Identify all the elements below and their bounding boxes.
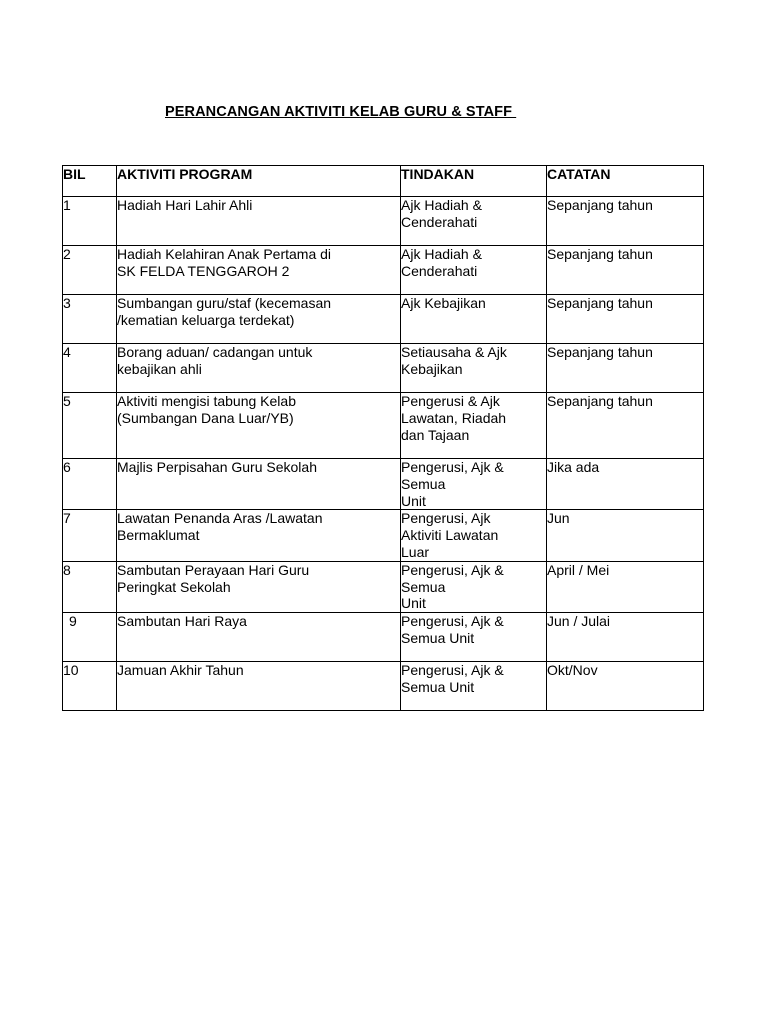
table-row bbox=[63, 295, 704, 344]
table-row bbox=[63, 393, 704, 459]
table-row bbox=[63, 561, 704, 612]
header-bil: BIL bbox=[63, 166, 117, 197]
cell-tindakan: Pengerusi, Ajk & Semua Unit bbox=[401, 561, 547, 612]
cell-aktiviti: Sambutan Perayaan Hari Guru Peringkat Sekolah bbox=[117, 561, 401, 612]
table-row bbox=[63, 344, 704, 393]
table-header-row bbox=[63, 166, 704, 197]
cell-catatan: Sepanjang tahun bbox=[547, 344, 704, 393]
cell-catatan: Okt/Nov bbox=[547, 662, 704, 711]
cell-bil: 7 bbox=[63, 510, 117, 561]
table-row bbox=[63, 510, 704, 561]
header-tindakan: TINDAKAN bbox=[401, 166, 547, 197]
cell-aktiviti: Sumbangan guru/staf (kecemasan /kematian keluarga terdekat) bbox=[117, 295, 401, 344]
cell-tindakan: Pengerusi, Ajk & Semua Unit bbox=[401, 613, 547, 662]
cell-aktiviti: Hadiah Kelahiran Anak Pertama di SK FELDA TENGGAROH 2 bbox=[117, 246, 401, 295]
cell-bil: 9 bbox=[63, 613, 117, 662]
cell-bil: 8 bbox=[63, 561, 117, 612]
cell-tindakan: Ajk Kebajikan bbox=[401, 295, 547, 344]
header-catatan: CATATAN bbox=[547, 166, 704, 197]
cell-aktiviti: Hadiah Hari Lahir Ahli bbox=[117, 197, 401, 246]
document-title: PERANCANGAN AKTIVITI KELAB GURU & STAFF bbox=[165, 104, 517, 120]
cell-tindakan: Setiausaha & Ajk Kebajikan bbox=[401, 344, 547, 393]
table-row bbox=[63, 662, 704, 711]
cell-bil: 3 bbox=[63, 295, 117, 344]
cell-tindakan: Pengerusi, Ajk & Semua Unit bbox=[401, 459, 547, 510]
cell-catatan: Sepanjang tahun bbox=[547, 197, 704, 246]
cell-bil: 6 bbox=[63, 459, 117, 510]
cell-tindakan: Ajk Hadiah & Cenderahati bbox=[401, 246, 547, 295]
cell-tindakan: Pengerusi & Ajk Lawatan, Riadah dan Tajaan bbox=[401, 393, 547, 459]
table-row bbox=[63, 459, 704, 510]
cell-catatan: Jun / Julai bbox=[547, 613, 704, 662]
cell-aktiviti: Sambutan Hari Raya bbox=[117, 613, 401, 662]
header-aktiviti-program: AKTIVITI PROGRAM bbox=[117, 166, 401, 197]
cell-aktiviti: Borang aduan/ cadangan untuk kebajikan ahli bbox=[117, 344, 401, 393]
cell-catatan: Sepanjang tahun bbox=[547, 246, 704, 295]
cell-catatan: Jun bbox=[547, 510, 704, 561]
cell-bil: 5 bbox=[63, 393, 117, 459]
cell-catatan: Sepanjang tahun bbox=[547, 393, 704, 459]
cell-aktiviti: Aktiviti mengisi tabung Kelab (Sumbangan Dana Luar/YB) bbox=[117, 393, 401, 459]
cell-catatan: Sepanjang tahun bbox=[547, 295, 704, 344]
cell-tindakan: Pengerusi, Ajk & Semua Unit bbox=[401, 662, 547, 711]
cell-catatan: Jika ada bbox=[547, 459, 704, 510]
table-row bbox=[63, 197, 704, 246]
cell-bil: 10 bbox=[63, 662, 117, 711]
cell-bil: 1 bbox=[63, 197, 117, 246]
cell-catatan: April / Mei bbox=[547, 561, 704, 612]
cell-tindakan: Ajk Hadiah & Cenderahati bbox=[401, 197, 547, 246]
activity-table bbox=[62, 165, 704, 711]
table-row bbox=[63, 613, 704, 662]
cell-aktiviti: Jamuan Akhir Tahun bbox=[117, 662, 401, 711]
cell-tindakan: Pengerusi, Ajk Aktiviti Lawatan Luar bbox=[401, 510, 547, 561]
table-row bbox=[63, 246, 704, 295]
cell-aktiviti: Majlis Perpisahan Guru Sekolah bbox=[117, 459, 401, 510]
cell-bil: 2 bbox=[63, 246, 117, 295]
cell-aktiviti: Lawatan Penanda Aras /Lawatan Bermaklumat bbox=[117, 510, 401, 561]
cell-bil: 4 bbox=[63, 344, 117, 393]
